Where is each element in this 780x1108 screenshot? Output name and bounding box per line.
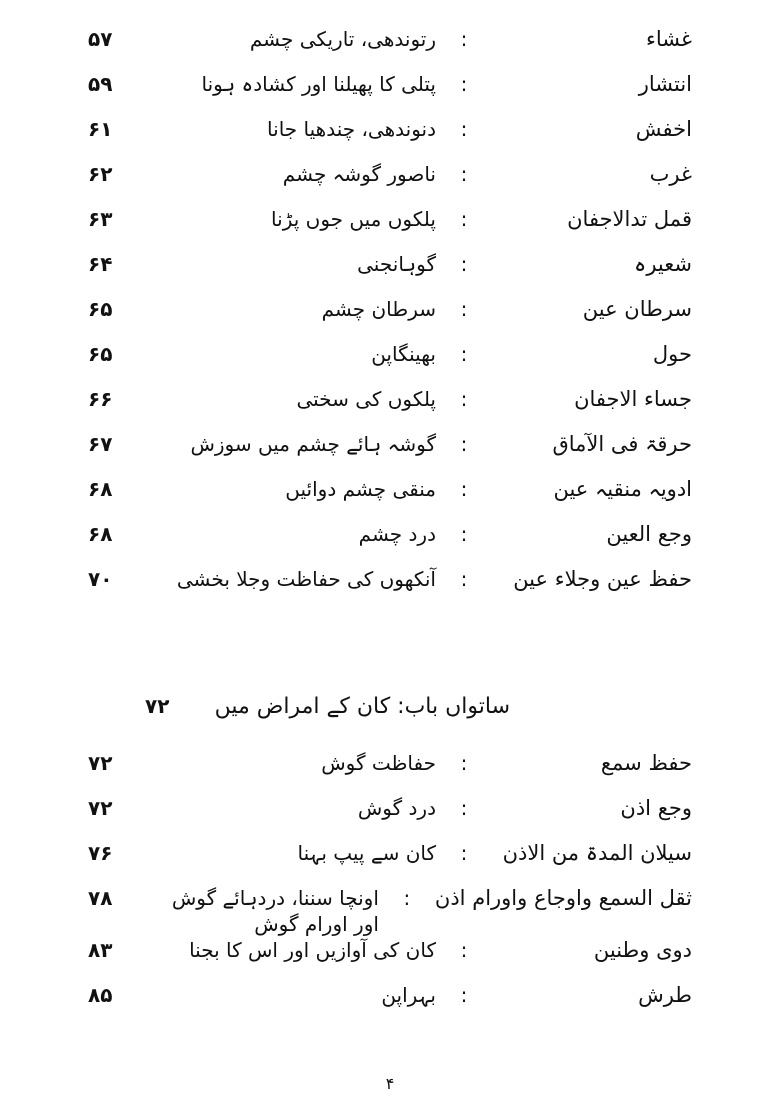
entry-separator: : — [460, 432, 468, 456]
entry-term: غرب — [649, 162, 692, 186]
entry-page-number: ۶۸ — [88, 477, 113, 501]
entry-page-number: ۷۰ — [88, 567, 113, 591]
entry-description: درد گوش — [357, 796, 436, 820]
chapter-heading — [0, 694, 780, 734]
entry-separator: : — [403, 886, 411, 910]
entry-separator: : — [460, 751, 468, 775]
entry-description: پلکوں میں جوں پڑنا — [271, 207, 436, 231]
entry-separator: : — [460, 522, 468, 546]
entry-page-number: ۶۳ — [88, 207, 113, 231]
entry-separator: : — [460, 938, 468, 962]
entry-description: کان سے پیپ بہنا — [297, 841, 436, 865]
entry-description: گوہانجنی — [357, 252, 436, 276]
entry-description: اونچا سننا، دردہائے گوش اور اورام گوش — [171, 886, 379, 936]
toc-entry — [88, 937, 692, 982]
entry-page-number: ۸۵ — [88, 983, 113, 1007]
entry-description: منقی چشم دوائیں — [285, 477, 436, 501]
entry-term: سیلان المدۃ من الاذن — [502, 841, 692, 865]
entry-separator: : — [460, 72, 468, 96]
toc-entry — [88, 386, 692, 431]
toc-entry — [88, 885, 692, 937]
entry-page-number: ۸۳ — [88, 938, 113, 962]
entry-term: ثقل السمع واوجاع واورام اذن — [434, 886, 692, 910]
entry-description: بھینگاپن — [371, 342, 436, 366]
toc-entry — [88, 431, 692, 476]
entry-page-number: ۷۲ — [88, 796, 113, 820]
toc-entry — [88, 982, 692, 1027]
entry-description: دنوندھی، چندھیا جانا — [267, 117, 436, 141]
entry-separator: : — [460, 567, 468, 591]
toc-entry — [88, 840, 692, 885]
entry-description: حفاظت گوش — [321, 751, 436, 775]
toc-entry — [88, 161, 692, 206]
entry-page-number: ۷۸ — [88, 886, 113, 910]
toc-entry — [88, 795, 692, 840]
entry-description: درد چشم — [358, 522, 436, 546]
toc-entry — [88, 476, 692, 521]
entry-term: انتشار — [638, 72, 692, 96]
entry-description: پلکوں کی سختی — [296, 387, 436, 411]
entry-term: اخفش — [635, 117, 692, 141]
entry-page-number: ۷۲ — [88, 751, 113, 775]
entry-description: رتوندھی، تاریکی چشم — [249, 27, 436, 51]
entry-separator: : — [460, 342, 468, 366]
entry-separator: : — [460, 252, 468, 276]
entry-page-number: ۶۷ — [88, 432, 113, 456]
toc-entry — [88, 116, 692, 161]
toc-entry — [88, 251, 692, 296]
entry-description: سرطان چشم — [321, 297, 436, 321]
entry-separator: : — [460, 387, 468, 411]
entry-page-number: ۵۹ — [88, 72, 113, 96]
entry-term: وجع العین — [606, 522, 692, 546]
entry-description: آنکھوں کی حفاظت وجلا بخشی — [176, 567, 436, 591]
entry-term: حفظ عین وجلاء عین — [513, 567, 692, 591]
entry-term: جساء الاجفان — [574, 387, 692, 411]
entry-term: شعیرہ — [634, 252, 692, 276]
entry-term: حرقۃ فی الآماق — [552, 432, 692, 456]
entry-separator: : — [460, 983, 468, 1007]
entry-term: سرطان عین — [582, 297, 692, 321]
entry-description: بہراپن — [381, 983, 436, 1007]
entry-term: ادویہ منقیہ عین — [553, 477, 692, 501]
entry-term: حفظ سمع — [600, 751, 692, 775]
toc-entry — [88, 521, 692, 566]
entry-description: کان کی آوازیں اور اس کا بجنا — [189, 938, 436, 962]
entry-separator: : — [460, 162, 468, 186]
entry-separator: : — [460, 117, 468, 141]
entry-separator: : — [460, 796, 468, 820]
entry-description: گوشہ ہائے چشم میں سوزش — [190, 432, 436, 456]
entry-term: قمل تدالاجفان — [567, 207, 692, 231]
entry-term: غشاء — [646, 27, 692, 51]
entry-page-number: ۶۶ — [88, 387, 113, 411]
entry-page-number: ۶۱ — [88, 117, 113, 141]
entry-description: ناصور گوشہ چشم — [282, 162, 436, 186]
entry-page-number: ۶۵ — [88, 342, 113, 366]
entry-page-number: ۶۲ — [88, 162, 113, 186]
chapter-title: ساتواں باب: کان کے امراض میں — [214, 694, 510, 719]
entry-term: حول — [652, 342, 692, 366]
entry-page-number: ۵۷ — [88, 27, 113, 51]
table-of-contents-ear — [88, 750, 692, 1027]
entry-separator: : — [460, 477, 468, 501]
entry-separator: : — [460, 207, 468, 231]
toc-entry — [88, 71, 692, 116]
toc-entry — [88, 566, 692, 611]
entry-term: طرش — [638, 983, 692, 1007]
page-footer-number: ۴ — [385, 1074, 395, 1093]
chapter-page-number: ۷۲ — [145, 694, 170, 718]
entry-term: وجع اذن — [620, 796, 692, 820]
toc-entry — [88, 206, 692, 251]
toc-entry — [88, 750, 692, 795]
toc-entry — [88, 26, 692, 71]
entry-page-number: ۶۵ — [88, 297, 113, 321]
table-of-contents-eye — [88, 26, 692, 611]
entry-description: پتلی کا پھیلنا اور کشادہ ہونا — [201, 72, 436, 96]
entry-separator: : — [460, 27, 468, 51]
entry-term: دوی وطنین — [593, 938, 692, 962]
entry-page-number: ۶۸ — [88, 522, 113, 546]
entry-page-number: ۷۶ — [88, 841, 113, 865]
entry-page-number: ۶۴ — [88, 252, 113, 276]
toc-entry — [88, 296, 692, 341]
entry-separator: : — [460, 841, 468, 865]
toc-entry — [88, 341, 692, 386]
entry-separator: : — [460, 297, 468, 321]
